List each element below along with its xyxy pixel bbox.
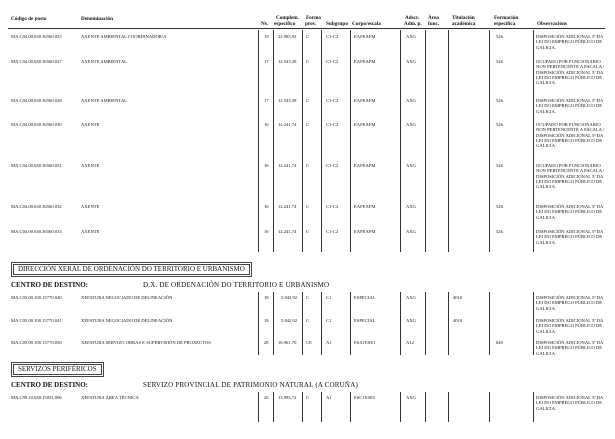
cell-denominacion: XEFATURA SERVIZO OBRAS E SUPERVISIÓN DE PROXECTOS: [81, 340, 211, 345]
header-formacion-2: específica: [494, 21, 516, 27]
header-complem-1: Complem.: [276, 15, 299, 21]
cell-complemento: 12.543,38: [278, 59, 297, 64]
header-formacion-1: Formación: [494, 15, 519, 21]
header-titulacion-2: académica: [452, 21, 476, 27]
cell-observacions: OCUPADO POR FUNCIONARIO NON PERTENCENTE A ESCALA / DISPOSICIÓN ADICIONAL 5ª DA LEI DO EMPREGO PÚBLICO DE GALICIA.: [536, 122, 605, 149]
cell-corpo: EAFEAFM: [354, 122, 376, 127]
header-complem-2: específico: [274, 21, 296, 27]
cell-complemento: 5.842,92: [281, 318, 298, 323]
cell-forma: C: [306, 59, 310, 64]
cell-codigo: MA.C05.00.100.15770.050: [11, 340, 62, 345]
cell-denominacion: AXENTE: [81, 163, 100, 168]
cell-denominacion: AXENTE AMBIENTAL: [81, 59, 127, 64]
header-rule: [8, 28, 605, 29]
cell-subgrupo: A1: [326, 395, 332, 400]
cell-observacions: DISPOSICIÓN ADICIONAL 5ª DA LEI DO EMPREGO PÚBLICO DE GALICIA.: [536, 340, 604, 356]
cell-codigo: MA.C04.00.630.36560.030: [11, 122, 62, 127]
header-subgrupo: Subgrupo: [326, 21, 348, 27]
cell-nv: 16: [264, 122, 269, 127]
cell-complemento: 22.985,92: [278, 34, 297, 39]
cell-codigo: MA.C05.00.100.15770.040: [11, 295, 62, 300]
cell-denominacion: AXENTE: [81, 229, 100, 234]
header-area-2: func.: [428, 21, 440, 27]
cell-adscr: AXG: [406, 229, 416, 234]
cell-nv: 26: [264, 395, 269, 400]
cell-observacions: DISPOSICIÓN ADICIONAL 5ª DA LEI DO EMPREGO PÚBLICO DE GALICIA.: [536, 395, 604, 411]
cell-formacion: 526: [496, 163, 503, 168]
header-adscr-1: Adscr.: [405, 15, 420, 21]
cell-codigo: MA.C04.00.630.36560.027: [11, 59, 62, 64]
cell-formacion: 640: [496, 340, 503, 345]
cell-adscr: AXG: [406, 295, 416, 300]
cell-observacions: DISPOSICIÓN ADICIONAL 5ª DA LEI DO EMPREGO PÚBLICO DE GALICIA.: [536, 98, 604, 114]
cell-codigo: MA.C05.00.100.15770.041: [11, 318, 62, 323]
cell-area: 4010: [453, 295, 463, 300]
cell-formacion: 526: [496, 34, 503, 39]
cell-denominacion: AXENTE: [81, 204, 100, 209]
cell-codigo: MA.C04.00.630.36560.031: [11, 163, 62, 168]
centro-destino-label: CENTRO DE DESTINO:: [11, 381, 89, 389]
cell-adscr: A12: [406, 340, 414, 345]
cell-nv: 18: [264, 318, 269, 323]
cell-forma: C: [306, 295, 310, 300]
cell-nv: 16: [264, 163, 269, 168]
cell-formacion: 526: [496, 122, 503, 127]
cell-adscr: AXG: [406, 98, 416, 103]
cell-adscr: AXG: [406, 59, 416, 64]
cell-denominacion: AXENTE: [81, 122, 100, 127]
cell-subgrupo: C1: [326, 318, 332, 323]
cell-adscr: AXG: [406, 34, 416, 39]
cell-forma: C: [306, 229, 310, 234]
cell-codigo: MA.C04.00.630.36560.028: [11, 98, 62, 103]
cell-denominacion: XEFATURA NEGOCIADO DE DELINEACIÓN: [81, 318, 173, 323]
cell-observacions: DISPOSICIÓN ADICIONAL 5ª DA LEI DO EMPREGO PÚBLICO DE GALICIA.: [536, 318, 604, 334]
cell-complemento: 12.241,74: [278, 204, 297, 209]
cell-corpo: ESA1ESE1: [354, 340, 376, 345]
cell-subgrupo: C1-C2: [326, 163, 339, 168]
cell-subgrupo: C1-C2: [326, 229, 339, 234]
cell-area: 4010: [453, 318, 463, 323]
header-nv: Nv.: [261, 21, 269, 27]
cell-observacions: OCUPADO POR FUNCIONARIO NON PERTENCENTE A ESCALA / DISPOSICIÓN ADICIONAL 5ª DA LEI DO EMPREGO PÚBLICO DE GALICIA.: [536, 59, 605, 86]
cell-denominacion: XEFATURA ÁREA TÉCNICA: [81, 395, 139, 400]
cell-forma: C: [306, 122, 310, 127]
cell-nv: 19: [264, 34, 269, 39]
cell-adscr: AXG: [406, 395, 416, 400]
cell-formacion: 526: [496, 229, 503, 234]
cell-complemento: 12.543,38: [278, 98, 297, 103]
cell-nv: 18: [264, 295, 269, 300]
cell-forma: CE: [306, 340, 312, 345]
header-titulacion-1: Titulación: [452, 15, 475, 21]
centro-destino-name: D.X. DE ORDENACIÓN DO TERRITORIO E URBANISMO: [143, 281, 330, 289]
cell-adscr: AXG: [406, 204, 416, 209]
cell-subgrupo: C1-C2: [326, 59, 339, 64]
cell-corpo: EAFEAFM: [354, 98, 376, 103]
centro-destino-label: CENTRO DE DESTINO:: [11, 281, 89, 289]
cell-codigo: MA.C99.10.630.15031.006: [11, 395, 62, 400]
cell-codigo: MA.C04.00.630.36560.033: [11, 229, 62, 234]
cell-formacion: 526: [496, 98, 503, 103]
header-area-1: Área: [428, 15, 439, 21]
header-adscr-2: Adm. p.: [404, 21, 422, 27]
cell-corpo: ESPECIAL: [354, 318, 376, 323]
cell-formacion: 526: [496, 204, 503, 209]
cell-subgrupo: C1-C2: [326, 204, 339, 209]
centro-destino-name: SERVIZO PROVINCIAL DE PATRIMONIO NATURAL (A CORUÑA): [143, 381, 358, 389]
cell-corpo: EAFEAFM: [354, 229, 376, 234]
cell-forma: C: [306, 34, 310, 39]
cell-subgrupo: C1: [326, 295, 332, 300]
header-corpo: Corpo/escala: [352, 21, 381, 27]
header-forma-1: Forma: [306, 15, 321, 21]
cell-complemento: 13.995,72: [278, 395, 297, 400]
cell-forma: C: [306, 318, 310, 323]
header-denominacion: Denominación: [81, 16, 113, 22]
cell-observacions: DISPOSICIÓN ADICIONAL 5ª DA LEI DO EMPREGO PÚBLICO DE GALICIA.: [536, 229, 604, 245]
cell-complemento: 12.241,74: [278, 122, 297, 127]
cell-observacions: DISPOSICIÓN ADICIONAL 5ª DA LEI DO EMPREGO PÚBLICO DE GALICIA.: [536, 34, 604, 50]
section-title-servizos-perifericos: SERVIZOS PERIFÉRICOS: [13, 364, 102, 375]
header-codigo: Código de posto: [11, 16, 47, 22]
cell-complemento: 16.961,70: [278, 340, 297, 345]
cell-subgrupo: C1-C2: [326, 34, 339, 39]
cell-forma: C: [306, 163, 310, 168]
cell-formacion: 526: [496, 59, 503, 64]
cell-adscr: AXG: [406, 163, 416, 168]
cell-corpo: ESC1ESE5: [354, 395, 376, 400]
cell-complemento: 12.241,74: [278, 229, 297, 234]
cell-complemento: 12.241,74: [278, 163, 297, 168]
cell-complemento: 5.842,92: [281, 295, 298, 300]
cell-observacions: DISPOSICIÓN ADICIONAL 5ª DA LEI DO EMPREGO PÚBLICO DE GALICIA.: [536, 295, 604, 311]
cell-nv: 16: [264, 229, 269, 234]
cell-observacions: DISPOSICIÓN ADICIONAL 5ª DA LEI DO EMPREGO PÚBLICO DE GALICIA.: [536, 204, 604, 220]
header-forma-2: prov.: [305, 21, 317, 27]
cell-adscr: AXG: [406, 318, 416, 323]
cell-corpo: EAFEAFM: [354, 34, 376, 39]
cell-corpo: EAFEAFM: [354, 204, 376, 209]
cell-codigo: MA.C04.00.630.36560.032: [11, 204, 62, 209]
cell-denominacion: AXENTE AMBIENTAL COORDINADOR/A: [81, 34, 167, 39]
cell-subgrupo: A1: [326, 340, 332, 345]
cell-corpo: ESPECIAL: [354, 295, 376, 300]
cell-nv: 17: [264, 98, 269, 103]
section-title-direccion-xeral: DIRECCIÓN XERAL DE ORDENACIÓN DO TERRITORIO E URBANISMO: [13, 264, 250, 275]
cell-subgrupo: C1-C2: [326, 122, 339, 127]
cell-corpo: EAFEAFM: [354, 59, 376, 64]
cell-subgrupo: C1-C2: [326, 98, 339, 103]
cell-nv: 16: [264, 204, 269, 209]
cell-observacions: OCUPADO POR FUNCIONARIO NON PERTENCENTE A ESCALA / DISPOSICIÓN ADICIONAL 5ª DA LEI DO EMPREGO PÚBLICO DE GALICIA.: [536, 163, 605, 190]
cell-forma: C: [306, 204, 310, 209]
cell-nv: 28: [264, 340, 269, 345]
cell-codigo: MA.C04.00.630.36560.025: [11, 34, 62, 39]
cell-adscr: AXG: [406, 122, 416, 127]
cell-corpo: EAFEAFM: [354, 163, 376, 168]
cell-denominacion: XEFATURA NEGOCIADO DE DELINEACIÓN: [81, 295, 173, 300]
cell-nv: 17: [264, 59, 269, 64]
header-observacions: Observacións: [537, 21, 567, 27]
cell-forma: C: [306, 395, 310, 400]
cell-forma: C: [306, 98, 310, 103]
cell-denominacion: AXENTE AMBIENTAL: [81, 98, 127, 103]
